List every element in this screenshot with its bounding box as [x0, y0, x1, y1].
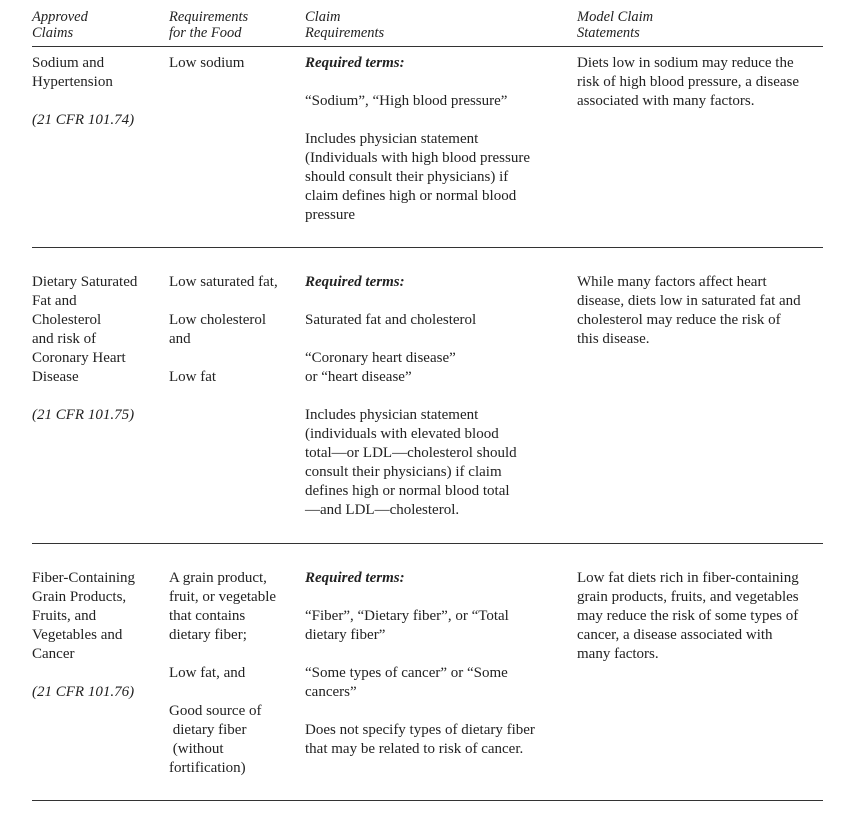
row1-requirements [305, 54, 563, 225]
header-line: Statements [577, 25, 640, 41]
text-line: many factors. [577, 646, 659, 662]
text-line: Fiber-Containing [32, 570, 136, 586]
text-line: Saturated fat and cholesterol [305, 312, 477, 328]
text-line: Fruits, and [32, 608, 97, 624]
row1-model [577, 54, 822, 111]
text-line: fruit, or vegetable [169, 589, 277, 605]
text-line: Coronary Heart [32, 350, 126, 366]
text-line: “Coronary heart disease” [305, 350, 456, 366]
text-line: may reduce the risk of some types of [577, 608, 799, 624]
row3-food [169, 569, 294, 778]
text-line: that contains [169, 608, 246, 624]
header-line: Requirements [169, 9, 249, 25]
header-requirements-food [169, 9, 294, 41]
text-line: dietary fiber; [169, 627, 247, 643]
text-line: Low fat, and [169, 665, 246, 681]
row3-model [577, 569, 822, 664]
cfr-reference: (21 CFR 101.75) [32, 407, 135, 423]
row2-requirements [305, 273, 563, 520]
text-line: Low saturated fat, [169, 274, 278, 290]
text-line: pressure [305, 207, 355, 223]
text-line: Includes physician statement [305, 407, 479, 423]
row3-claim [32, 569, 162, 702]
text-line: fortification) [169, 760, 246, 776]
header-line: Claims [32, 25, 74, 41]
text-line: or “heart disease” [305, 369, 412, 385]
required-terms-label: Required terms: [305, 55, 405, 71]
text-line: this disease. [577, 331, 650, 347]
text-line: that may be related to risk of cancer. [305, 741, 524, 757]
text-line: “Fiber”, “Dietary fiber”, or “Total [305, 608, 509, 624]
text-line: and risk of [32, 331, 97, 347]
text-line: —and LDL—cholesterol. [305, 502, 460, 518]
text-line: While many factors affect heart [577, 274, 767, 290]
text-line: (without [169, 741, 224, 757]
header-line: for the Food [169, 25, 242, 41]
cfr-reference: (21 CFR 101.76) [32, 684, 135, 700]
text-line: Vegetables and [32, 627, 123, 643]
row-divider [32, 247, 823, 248]
text-line: Fat and [32, 293, 77, 309]
text-line: Sodium and [32, 55, 105, 71]
text-line: and [169, 331, 191, 347]
text-line: (individuals with elevated blood [305, 426, 499, 442]
required-terms-label: Required terms: [305, 570, 405, 586]
text-line: dietary fiber [169, 722, 247, 738]
text-line: Cancer [32, 646, 75, 662]
row2-claim [32, 273, 162, 425]
header-line: Approved [32, 9, 88, 25]
header-model-statements [577, 9, 822, 41]
text-line: dietary fiber” [305, 627, 386, 643]
cfr-reference: (21 CFR 101.74) [32, 112, 135, 128]
row1-food [169, 54, 294, 73]
header-line: Claim [305, 9, 341, 25]
text-line: “Some types of cancer” or “Some [305, 665, 508, 681]
text-line: Grain Products, [32, 589, 127, 605]
text-line: Disease [32, 369, 79, 385]
text-line: cancers” [305, 684, 357, 700]
text-line: Cholesterol [32, 312, 102, 328]
row2-food [169, 273, 294, 387]
text-line: “Sodium”, “High blood pressure” [305, 93, 508, 109]
header-line: Requirements [305, 25, 385, 41]
text-line: Does not specify types of dietary fiber [305, 722, 535, 738]
text-line: disease, diets low in saturated fat and [577, 293, 801, 309]
text-line: claim defines high or normal blood [305, 188, 517, 204]
header-claim-requirements [305, 9, 563, 41]
text-line: A grain product, [169, 570, 267, 586]
header-line: Model Claim [577, 9, 654, 25]
bottom-divider [32, 800, 823, 801]
text-line: Dietary Saturated [32, 274, 138, 290]
text-line: defines high or normal blood total [305, 483, 510, 499]
text-line: should consult their physicians) if [305, 169, 509, 185]
required-terms-label: Required terms: [305, 274, 405, 290]
text-line: total—or LDL—cholesterol should [305, 445, 517, 461]
text-line: Low sodium [169, 55, 245, 71]
text-line: risk of high blood pressure, a disease [577, 74, 800, 90]
row3-requirements [305, 569, 563, 759]
text-line: Low fat [169, 369, 217, 385]
text-line: Hypertension [32, 74, 113, 90]
text-line: (Individuals with high blood pressure [305, 150, 530, 166]
row2-model [577, 273, 822, 349]
text-line: cancer, a disease associated with [577, 627, 773, 643]
text-line: associated with many factors. [577, 93, 755, 109]
header-divider [32, 46, 823, 47]
text-line: Good source of [169, 703, 262, 719]
text-line: Diets low in sodium may reduce the [577, 55, 794, 71]
text-line: consult their physicians) if claim [305, 464, 502, 480]
row1-claim [32, 54, 162, 130]
text-line: Low cholesterol [169, 312, 267, 328]
text-line: Low fat diets rich in fiber-containing [577, 570, 799, 586]
header-approved-claims [32, 9, 162, 41]
row-divider [32, 543, 823, 544]
text-line: Includes physician statement [305, 131, 479, 147]
text-line: grain products, fruits, and vegetables [577, 589, 799, 605]
text-line: cholesterol may reduce the risk of [577, 312, 781, 328]
